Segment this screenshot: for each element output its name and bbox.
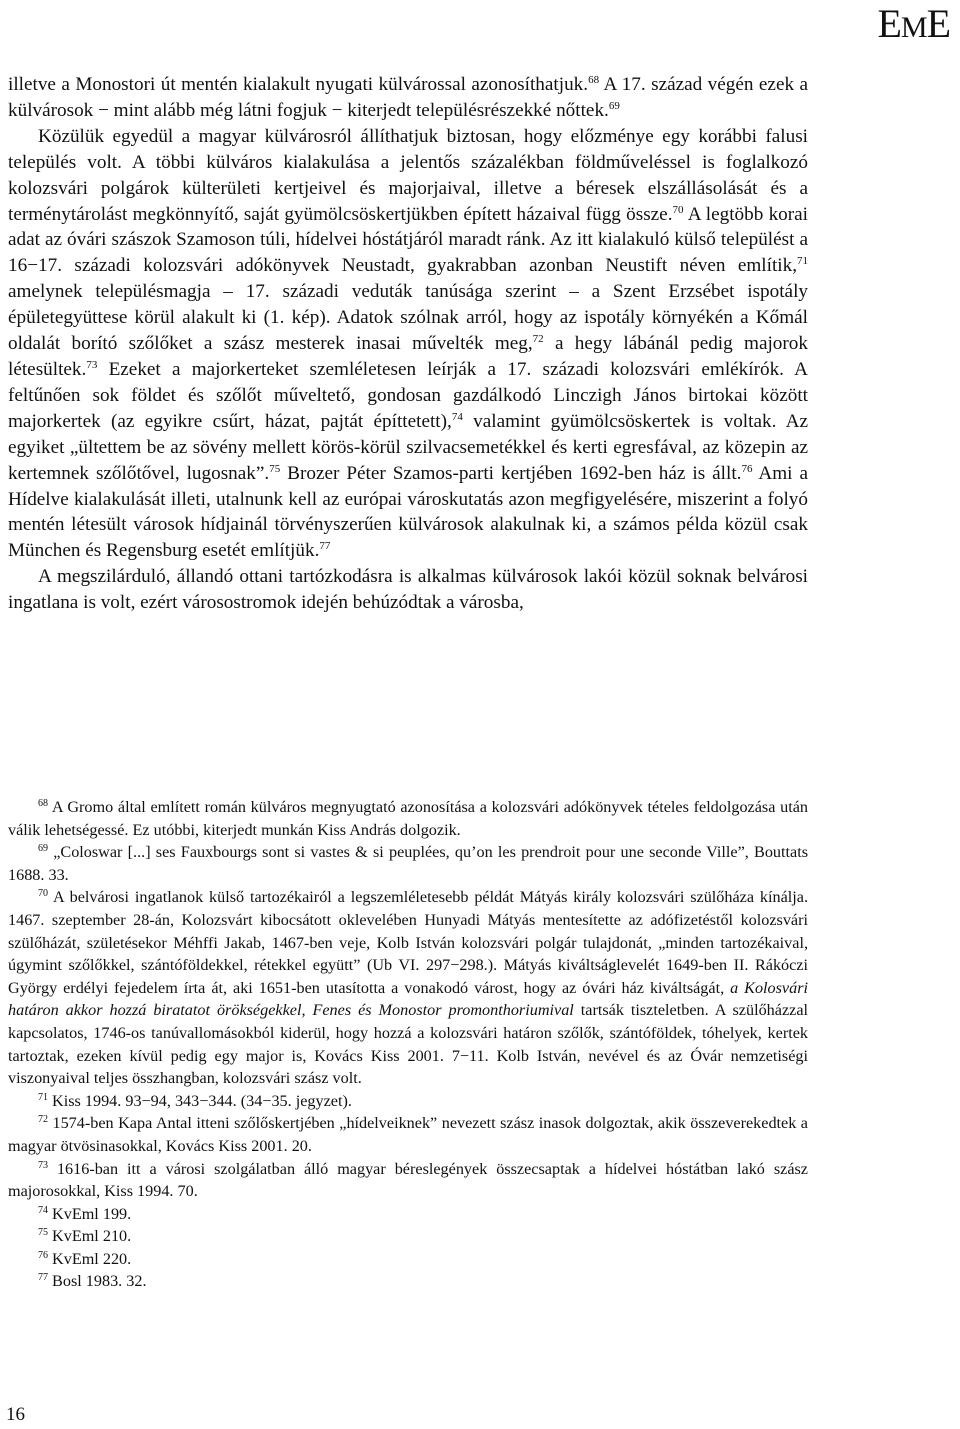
footnote-number: 77: [38, 1272, 48, 1284]
footnote-77: [8, 1270, 808, 1293]
logo-letter-e-2: E: [926, 1, 950, 46]
paragraph-1: [8, 72, 808, 124]
logo-letter-e: E: [877, 1, 901, 46]
text-run: Ezeket a majorkerteket szemléletesen leírják a 17. századi kolozsvári emlékírók. A feltűnően sok földet és szőlőt műveltető, gondosan gazdálkodó Linczigh János birtokai között majorkertek (az egyikre csűrt, házat, pajtát építtetett),: [8, 358, 808, 432]
footnote-ref-72: 72: [532, 333, 544, 346]
footnote-ref-77: 77: [319, 540, 331, 553]
text-run: valamint gyümölcsöskertek is voltak. Az egyiket „ültettem be az sövény mellett körös-körül szilvacsemetékkel és kerti egresfával, az közepin az kertemnek szőlőtővel, lugosnak”.: [8, 410, 809, 484]
footnote-number: 68: [38, 798, 48, 809]
footnote-ref-76: 76: [741, 462, 753, 475]
footnote-number: 69: [38, 843, 48, 855]
footnote-68: [8, 796, 808, 841]
footnote-number: 76: [38, 1249, 48, 1261]
footnotes: [8, 796, 808, 1293]
page-number: 16: [6, 1404, 25, 1425]
footnote-text: A Gromo által említett román külváros megnyugtató azonosítása a kolozsvári adókönyvek tételes feldolgozása után válik lehetségessé. Ez utóbbi, kiterjedt munkán Kiss András dolgozik.: [8, 798, 808, 839]
footnote-text: 1574-ben Kapa Antal itteni szőlőskertjében „hídelveiknek” nevezett szász inasok dolgoztak, akik összeverekedtek a magyar ötvösinasokkal, Kovács Kiss 2001. 20.: [8, 1114, 808, 1155]
text-run: A megszilárduló, állandó ottani tartózkodásra is alkalmas külvárosok lakói közül soknak belvárosi ingatlana is volt, ezért városostromok idején behúzódtak a városba,: [8, 566, 808, 614]
footnote-69: [8, 841, 808, 886]
footnote-ref-74: 74: [451, 410, 463, 423]
footnote-text: KvEml 199.: [48, 1204, 132, 1223]
main-text: [8, 72, 808, 616]
text-run: Ami a Hídelve kialakulását illeti, utalnunk kell az európai városkutatás azon megfigyelésére, miszerint a folyó mentén létesült városok hídjainál törvényszerűen külvárosok alakulnak ki, a számos példa közül csak München és Regensburg esetét említjük.: [8, 462, 808, 562]
footnote-text: Bosl 1983. 32.: [48, 1272, 147, 1291]
paragraph-3: [8, 564, 808, 616]
text-run: illetve a Monostori út mentén kialakult nyugati külvárossal azonosíthatjuk.: [8, 74, 589, 95]
footnote-73: [8, 1158, 808, 1203]
footnote-74: [8, 1203, 808, 1226]
text-run: a hegy lábánál pedig majorok létesültek.: [8, 333, 808, 380]
footnote-number: 75: [38, 1227, 48, 1239]
footnote-text: tartsák tiszteletben. A szülőházzal kapcsolatos, 1746-os tanúvallomásokból kiderül, hogy hozzá a kolozsvári határon szőlők, szántóföldek, tóhelyek, kertek tartoztak, ezeken kívül pedig egy major is, Kovács Kiss 2001. 7−11. Kolb István, nevével és az Óvár nemzetiségi viszonyaival teljes összhangban, kolozsvári szász volt.: [8, 1001, 809, 1088]
text-run: amelynek településmagja – 17. századi veduták tanúsága szerint – a Szent Erzsébet ispotály épületegyüttese körül alakult ki (1. kép). Adatok szólnak arról, hogy az ispotály környékén a Kőmál oldalát borító szőlőket a szász mesterek inasai művelték meg,: [8, 281, 808, 355]
footnote-number: 73: [38, 1159, 48, 1171]
footnote-text: KvEml 210.: [48, 1227, 132, 1246]
footnote-number: 71: [38, 1091, 48, 1103]
text-run: Közülük egyedül a magyar külvárosról állíthatjuk biztosan, hogy előzménye egy korábbi falusi település volt. A többi külváros kialakulása a jelentős százalékban földműveléssel is foglalkozó kolozsvári polgárok külterületi kertjeivel és majorjaival, illetve a béresek elszállásolását és a terménytárolást megkönnyítő, saját gyümölcsöskertjükben épített házaival függ össze.: [8, 125, 808, 225]
footnote-text: A belvárosi ingatlanok külső tartozékairól a legszemléletesebb példát Mátyás király kolozsvári szülőháza kínálja. 1467. szeptember 28-án, Kolozsvárt kibocsátott oklevelében Hunyadi Mátyás mentesítette az adófizetéstől kolozsvári szülőházát, születésekor Méhffi Jakab, 1467-ben veje, Kolb István kolozsvári polgár tulajdonát, „minden tartozékaival, úgymint szőlőkkel, szántóföldekkel, rétekkel együtt” (Ub VI. 297−298.). Mátyás kiváltságlevelét 1649-ben II. Rákóczi György erdélyi fejedelem írta át, aki 1651-ben utasította a vonakodó várost, hogy az óvári ház kiváltságát,: [8, 888, 808, 997]
footnote-ref-69: 69: [608, 99, 620, 112]
footnote-ref-71: 71: [797, 255, 808, 268]
footnote-72: [8, 1112, 808, 1157]
footnote-ref-68: 68: [588, 74, 600, 86]
paragraph-2: [8, 124, 808, 564]
footnote-70: [8, 886, 808, 1089]
logo-letter-m: M: [900, 11, 927, 44]
footnote-number: 70: [38, 888, 48, 900]
footnote-75: [8, 1225, 808, 1248]
footnote-ref-70: 70: [672, 203, 684, 216]
footnote-71: [8, 1090, 808, 1113]
footnote-number: 72: [38, 1114, 48, 1126]
footnote-76: [8, 1248, 808, 1271]
footnote-ref-75: 75: [269, 462, 281, 475]
footnote-text: Kiss 1994. 93−94, 343−344. (34−35. jegyzet).: [48, 1091, 352, 1110]
footnote-number: 74: [38, 1204, 48, 1216]
footnote-italic-quote: a Kolosvári határon akkor hozzá biratatot örökségekkel, Fenes és Monostor promonthoriumival: [8, 978, 809, 1020]
footnote-text: KvEml 220.: [48, 1249, 132, 1268]
text-run: A 17. század végén ezek a külvárosok − mint alább még látni fogjuk − kiterjedt településrészekké nőttek.: [8, 74, 808, 121]
footnote-ref-73: 73: [86, 358, 98, 371]
footnote-text: 1616-ban itt a városi szolgálatban álló magyar béreslegények összecsaptak a hídelvei hóstátban lakó szász majorosokkal, Kiss 1994. 70.: [8, 1159, 808, 1201]
footnote-text: „Coloswar [...] ses Fauxbourgs sont si vastes & si peuplées, qu’on les prendroit pour une seconde Ville”, Bouttats 1688. 33.: [8, 843, 808, 884]
text-run: A legtöbb korai adat az óvári szászok Szamoson túli, hídelvei hóstátjáról maradt ránk. Az itt kialakuló külső települést a 16−17. századi kolozsvári adókönyvek Neustadt, gyakrabban azonban Neustift néven említik,: [8, 203, 808, 277]
journal-logo: [877, 1, 950, 48]
text-run: Brozer Péter Szamos-parti kertjében 1692-ben ház is állt.: [280, 462, 742, 484]
